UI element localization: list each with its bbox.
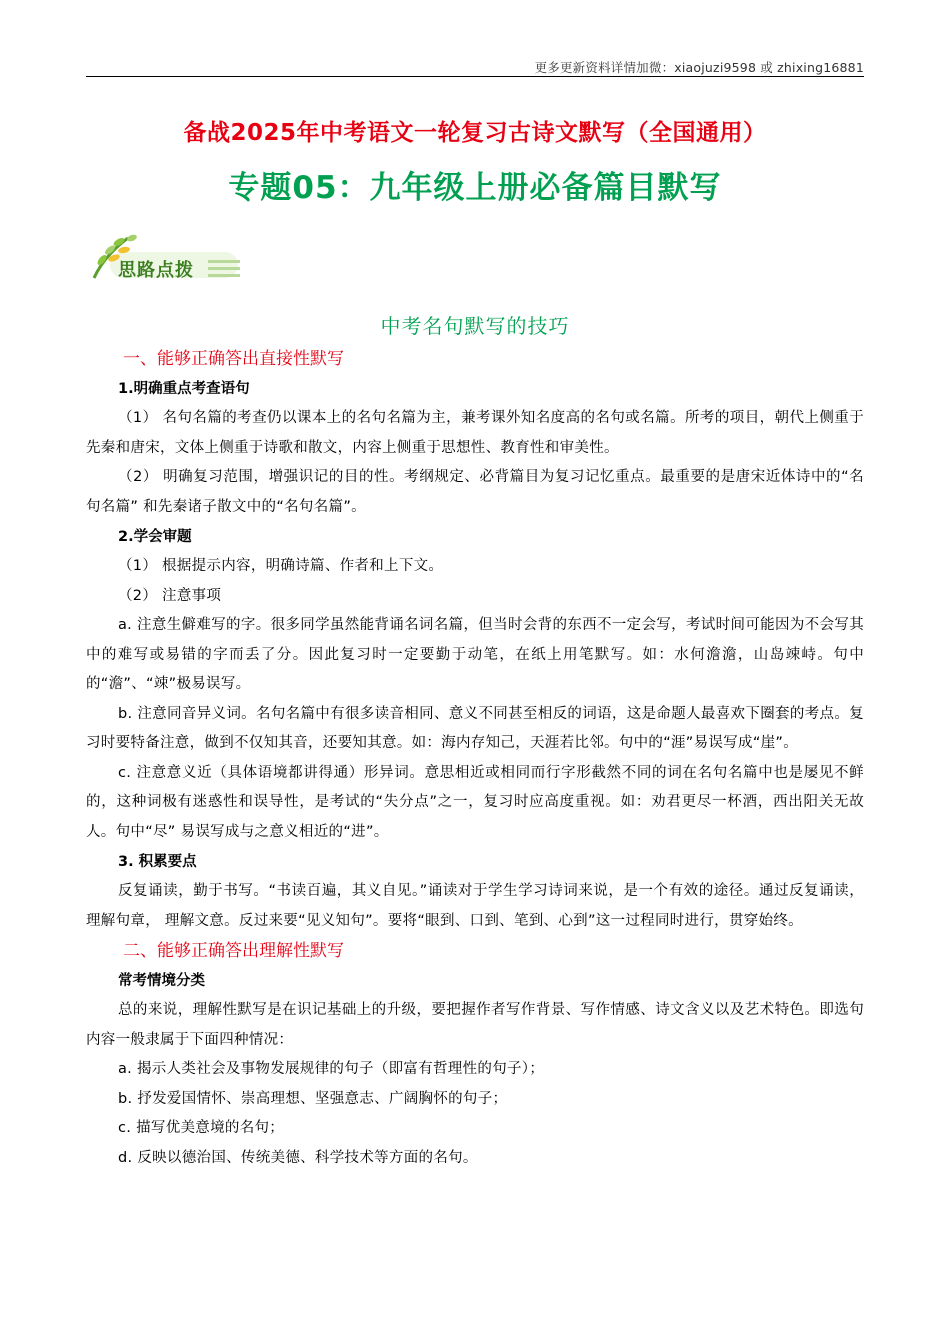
paragraph: b. 注意同音异义词。名句名篇中有很多读音相同、意义不同甚至相反的词语，这是命题人最喜欢下圈套的考点。复习时要特备注意，做到不仅知其音，还要知其意。如：海内存知己，天涯若比邻。句中的“涯”易误写成“崖”。	[86, 705, 864, 751]
paragraph: a. 注意生僻难写的字。很多同学虽然能背诵名词名篇，但当时会背的东西不一定会写，考试时间可能因为不会写其中的难写或易错的字而丢了分。因此复习时一定要勤于动笔，在纸上用笔默写。如：水何澹澹，山岛竦峙。句中的“澹”、“竦”极易误写。	[86, 617, 864, 692]
paragraph: （2） 注意事项	[118, 587, 222, 604]
document-body	[86, 344, 864, 1173]
document-subtitle: 专题05：九年级上册必备篇目默写	[228, 170, 722, 206]
paragraph: c. 注意意义近（具体语境都讲得通）形异词。意思相近或相同而行字形截然不同的词在名句名篇中也是屡见不鲜的，这种词极有迷惑性和误导性，是考试的“失分点”之一，复习时应高度重视。如：劝君更尽一杯酒，西出阳关无故人。句中“尽” 易误写成与之意义相近的“进”。	[86, 764, 864, 840]
paragraph: （1） 根据提示内容，明确诗篇、作者和上下文。	[118, 558, 444, 574]
part2-heading: 二、能够正确答出理解性默写	[123, 941, 344, 961]
header-divider	[86, 76, 864, 77]
list-item: c. 描写优美意境的名句；	[118, 1120, 285, 1136]
part1-s3-heading: 3. 积累要点	[118, 854, 197, 870]
part2-sub-heading: 常考情境分类	[118, 973, 205, 989]
part1-heading: 一、能够正确答出直接性默写	[123, 349, 344, 369]
paragraph: （2） 明确复习范围，增强识记的目的性。考纲规定、必背篇目为复习记忆重点。最重要的是唐宋近体诗中的“名句名篇” 和先秦诸子散文中的“名句名篇”。	[86, 469, 864, 515]
section-title: 中考名句默写的技巧	[380, 314, 570, 338]
badge-label: 思路点拨	[118, 260, 194, 281]
paragraph: （1） 名句名篇的考查仍以课本上的名句名篇为主，兼考课外知名度高的名句或名篇。所考的项目，朝代上侧重于先秦和唐宋，文体上侧重于诗歌和散文，内容上侧重于思想性、教育性和审美性。	[86, 410, 864, 456]
paragraph: 反复诵读，勤于书写。“书读百遍，其义自见。”诵读对于学生学习诗词来说，是一个有效的途径。通过反复诵读，理解句章， 理解文意。反过来要“见义知句”。要将“眼到、口到、笔到、心到”这一过程同时进行，贯穿始终。	[86, 883, 864, 929]
list-item: d. 反映以德治国、传统美德、科学技术等方面的名句。	[118, 1149, 478, 1166]
header-note: 更多更新资料详情加微：xiaojuzi9598 或 zhixing16881	[534, 60, 864, 75]
list-item: a. 揭示人类社会及事物发展规律的句子（即富有哲理性的句子）；	[118, 1061, 545, 1077]
part1-s2-heading: 2.学会审题	[118, 529, 192, 545]
list-item: b. 抒发爱国情怀、崇高理想、坚强意志、广阔胸怀的句子；	[118, 1090, 508, 1107]
document-title: 备战2025年中考语文一轮复习古诗文默写（全国通用）	[183, 120, 767, 146]
paragraph: 总的来说，理解性默写是在识记基础上的升级，要把握作者写作背景、写作情感、诗文含义以及艺术特色。即选句内容一般隶属于下面四种情况：	[86, 1002, 864, 1048]
part1-s1-heading: 1.明确重点考查语句	[118, 381, 250, 397]
